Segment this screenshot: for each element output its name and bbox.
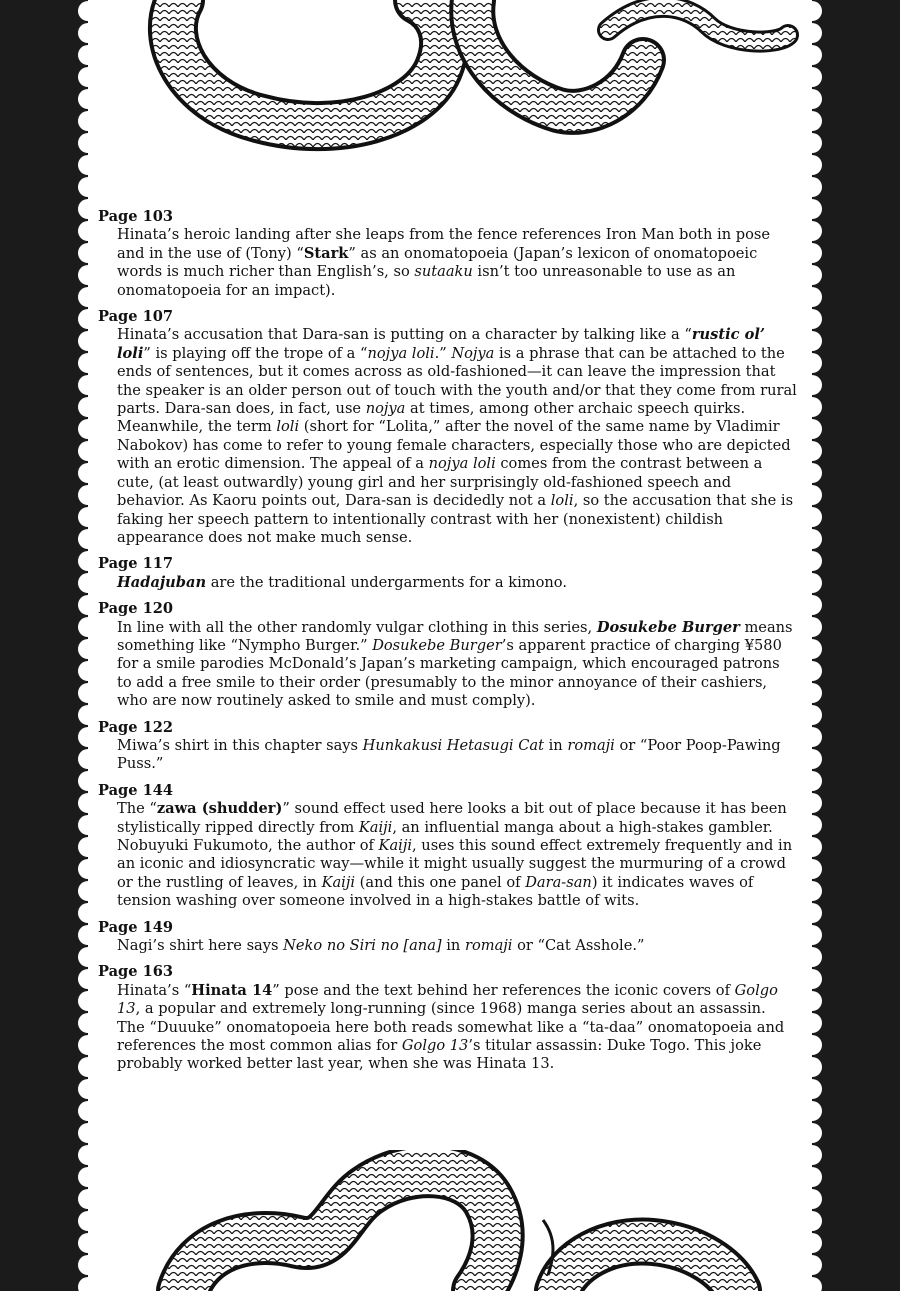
- note-text: Nagi’s shirt here says Neko no Siri no [ana] in romaji or “Cat Asshole.”: [117, 937, 645, 955]
- note-text: Hinata’s heroic landing after she leaps from the fence references Iron Man both in pose and in the use of (Tony) “Stark” as an onomatopoeia (Japan’s lexicon of onomatopoeic words is much richer than English’s, so sutaaku isn’t too unreasonable to use as an onomatopoeia for an impact).: [117, 226, 771, 299]
- note-page-label: Page 117: [98, 555, 174, 573]
- note-text: Hinata’s “Hinata 14” pose and the text behind her references the iconic covers of Golgo 13, a popular and extremely long-running (since 1968) manga series about an assassin. The “Duuuke” onomatopoeia here both reads somewhat like a “ta-daa” onomatopoeia and references the most common alias for Golgo 13’s titular assassin: Duke Togo. This joke probably worked better last year, when she was Hinata 13.: [117, 981, 785, 1073]
- note-page-label: Page 144: [98, 781, 174, 799]
- serpent-coil-bottom-icon: [88, 1150, 812, 1291]
- note-page-163: [98, 963, 798, 1073]
- note-page-117: [98, 555, 798, 592]
- note-page-103: [98, 208, 798, 300]
- stamp-perforated-edge-left-icon: [72, 0, 88, 1291]
- stamp-perforated-edge-right-icon: [812, 0, 828, 1291]
- note-page-label: Page 120: [98, 600, 174, 618]
- note-text: The “zawa (shudder)” sound effect used here looks a bit out of place because it has been stylistically ripped directly from Kaiji, an influential manga about a high-stakes gambler. Nobuyuki Fukumoto, the author of Kaiji, uses this sound effect extremely frequently and in an iconic and idiosyncratic way—while it might usually suggest the murmuring of a crowd or the rustling of leaves, in Kaiji (and this one panel of Dara-san) it indicates waves of tension washing over someone involved in a high-stakes battle of wits.: [117, 800, 793, 910]
- note-text: Hadajuban are the traditional undergarments for a kimono.: [117, 573, 567, 591]
- note-page-label: Page 163: [98, 963, 174, 981]
- note-page-label: Page 149: [98, 918, 174, 936]
- serpent-coil-top-icon: [88, 0, 812, 160]
- note-text: In line with all the other randomly vulgar clothing in this series, Dosukebe Burger means something like “Nympho Burger.” Dosukebe Burger’s apparent practice of charging ¥580 for a smile parodies McDonald’s Japan’s marketing campaign, which encouraged patrons to add a free smile to their order (presumably to the minor annoyance of their cashiers, who are now routinely asked to smile and must comply).: [117, 618, 793, 710]
- note-page-label: Page 122: [98, 718, 174, 736]
- note-text: Hinata’s accusation that Dara-san is putting on a character by talking like a “rustic ol’ loli” is playing off the trope of a “nojya loli.” Nojya is a phrase that can be attached to the ends of sentences, but it comes across as old-fashioned—it can leave the impression that the speaker is an older person out of touch with the youth and/or that they come from rural parts. Dara-san does, in fact, use nojya at times, among other archaic speech quirks. Meanwhile, the term loli (short for “Lolita,” after the novel of the same name by Vladimir Nabokov) has come to refer to young female characters, especially those who are depicted with an erotic dimension. The appeal of a nojya loli comes from the contrast between a cute, (at least outwardly) young girl and her surprisingly old-fashioned speech and behavior. As Kaoru points out, Dara-san is decidedly not a loli, so the accusation that she is faking her speech pattern to intentionally contrast with her (nonexistent) childish appearance does not make much sense.: [117, 326, 797, 546]
- note-page-149: [98, 919, 798, 956]
- note-page-120: [98, 600, 798, 710]
- note-page-122: [98, 719, 798, 774]
- translation-notes: [98, 208, 798, 1082]
- note-page-107: [98, 308, 798, 547]
- note-page-label: Page 103: [98, 208, 174, 225]
- note-page-label: Page 107: [98, 308, 174, 326]
- note-text: Miwa’s shirt in this chapter says Hunkakusi Hetasugi Cat in romaji or “Poor Poop-Pawing Puss.”: [117, 736, 781, 773]
- note-page-144: [98, 782, 798, 911]
